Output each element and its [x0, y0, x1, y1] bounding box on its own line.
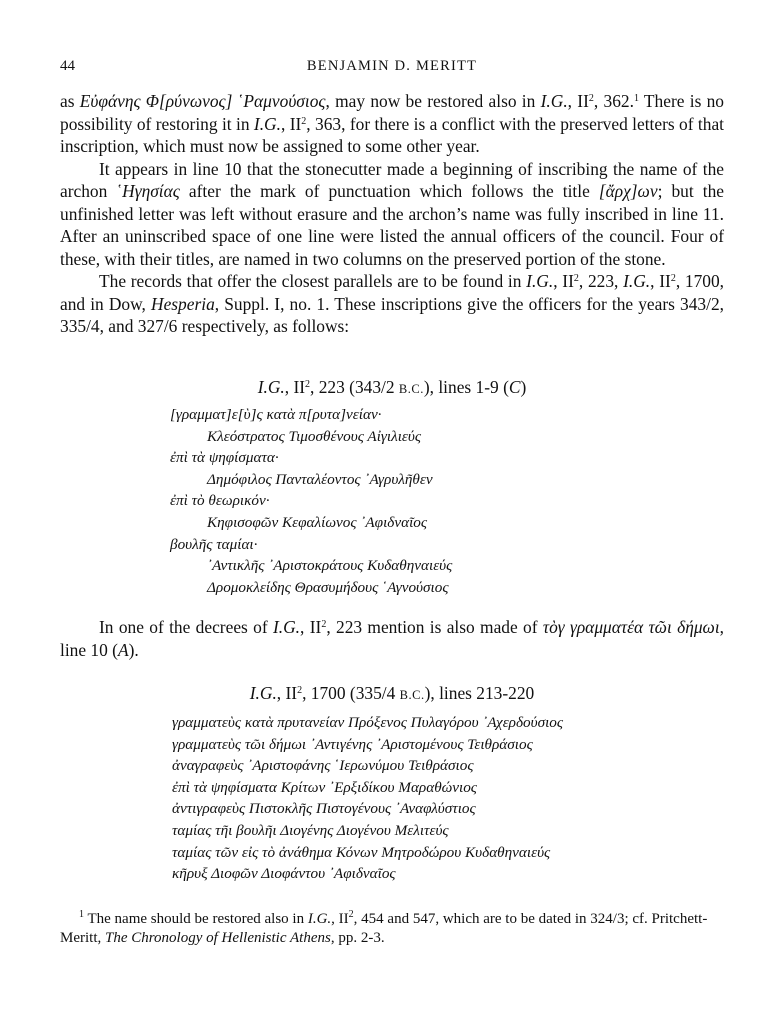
inscription-line: Κηφισοφῶν Κεφαλίωνος ᾿Αφιδναῖος: [207, 513, 428, 531]
inscription-line: ταμίας τῶν εἰς τὸ ἀνάθημα Κόνων Μητροδώρου Κυδαθηναιεύς: [172, 843, 551, 861]
book-title: The Chronology of Hellenistic Athens: [105, 930, 331, 946]
inscription-line: Κλεόστρατος Τιμοσθένους Αἰγιλιεύς: [207, 427, 422, 445]
inscription-1: [170, 404, 452, 598]
inscription-2: [172, 712, 563, 885]
inscription-line: Δημόφιλος Πανταλέοντος ᾿Αγρυλῆθεν: [207, 470, 433, 488]
inscription-line: ἐπὶ τὰ ψηφίσματα·: [170, 449, 279, 467]
inscription-line: κῆρυξ Διοφῶν Διοφάντου ᾿Αφιδναῖος: [172, 865, 396, 883]
body-text-2: [60, 616, 724, 661]
inscription-line: γραμματεὺς τῶι δήμωι ᾿Αντιγένης ᾿Αριστομένους Τειθράσιος: [172, 735, 533, 753]
inscription-line: ταμίας τῆι βουλῆι Διογένης Διογένου Μελιτεύς: [172, 821, 449, 839]
inscription-line: [γραμματ]ε[ὺ]ς κατὰ π[ρυτα]νείαν·: [170, 406, 382, 423]
body-text: [60, 90, 724, 338]
inscription-line: ᾿Αντικλῆς ᾿Αριστοκράτους Κυδαθηναιεύς: [207, 557, 453, 575]
inscription-1-caption: I.G., $II^2$, 223 (343/2 B.C.), lines 1-9 (C): [257, 377, 527, 397]
running-head: BENJAMIN D. MERITT: [306, 58, 478, 74]
footnote-number: 1: [79, 909, 84, 920]
page-header: [60, 58, 724, 78]
paragraph-1: as Εὐφάνης Φ[ρύνωνος] ῾Ραμνούσιος, may now be restored also in I.G., $II^2$, 362.$^1$ There is no possibility of restoring it in I.G., $II^2$, 363, for there is a conflict with the preserved letters of that inscription, which must now be assigned to some other year.: [60, 91, 725, 156]
inscription-line: ἐπὶ τὸ θεωρικόν·: [170, 492, 270, 510]
inscription-line: Δρομοκλείδης Θρασυμήδους ῾Αγνούσιος: [207, 578, 449, 596]
inscription-line: ἐπὶ τὰ ψηφίσματα Κρίτων ᾿Ερξιδίκου Μαραθώνιος: [172, 778, 477, 796]
inscription-2-caption: I.G., $II^2$, 1700 (335/4 B.C.), lines 213-220: [249, 683, 535, 703]
inscription-line: βουλῆς ταμίαι·: [170, 535, 258, 553]
paragraph-4: In one of the decrees of I.G., $II^2$, 223 mention is also made of τὸγ γραμματέα τῶι δήμωι, line 10 (A).: [60, 617, 725, 660]
inscription-line: ἀναγραφεὺς ᾿Αριστοφάνης ῾Ιερωνύμου Τειθράσιος: [172, 757, 474, 775]
footnote-ref[interactable]: 1: [633, 93, 639, 104]
paragraph-3: The records that offer the closest parallels are to be found in I.G., $II^2$, 223, I.G., $II^2$, 1700, and in Dow, Hesperia, Suppl. I, no. 1. These inscriptions give the officers for the years 343/2, 335/4, and 327/6 respectively, as follows:: [60, 271, 725, 336]
footnote: $^1$ The name should be restored also in I.G., $II^2$, 454 and 547, which are to be dated in 324/3; cf. Pritchett-Meritt, The Chronology of Hellenistic Athens, pp. 2-3.: [60, 909, 708, 946]
inscription-line: γραμματεὺς κατὰ πρυτανείαν Πρόξενος Πυλαγόρου ᾿Αχερδούσιος: [172, 714, 564, 731]
inscription-line: ἀντιγραφεὺς Πιστοκλῆς Πιστογένους ᾿Αναφλύστιος: [172, 800, 476, 818]
paragraph-2: It appears in line 10 that the stonecutter made a beginning of inscribing the name of the archon ῾Ηγησίας after the mark of punctuation which follows the title [ἄρχ]ων; but the unfinished letter was left without erasure and the archon’s name was fully inscribed in line 11. After an uninscribed space of one line were listed the annual officers of the council. Four of these, with their titles, are named in two columns on the preserved portion of the stone.: [60, 158, 724, 269]
page-number: 44: [60, 58, 75, 74]
